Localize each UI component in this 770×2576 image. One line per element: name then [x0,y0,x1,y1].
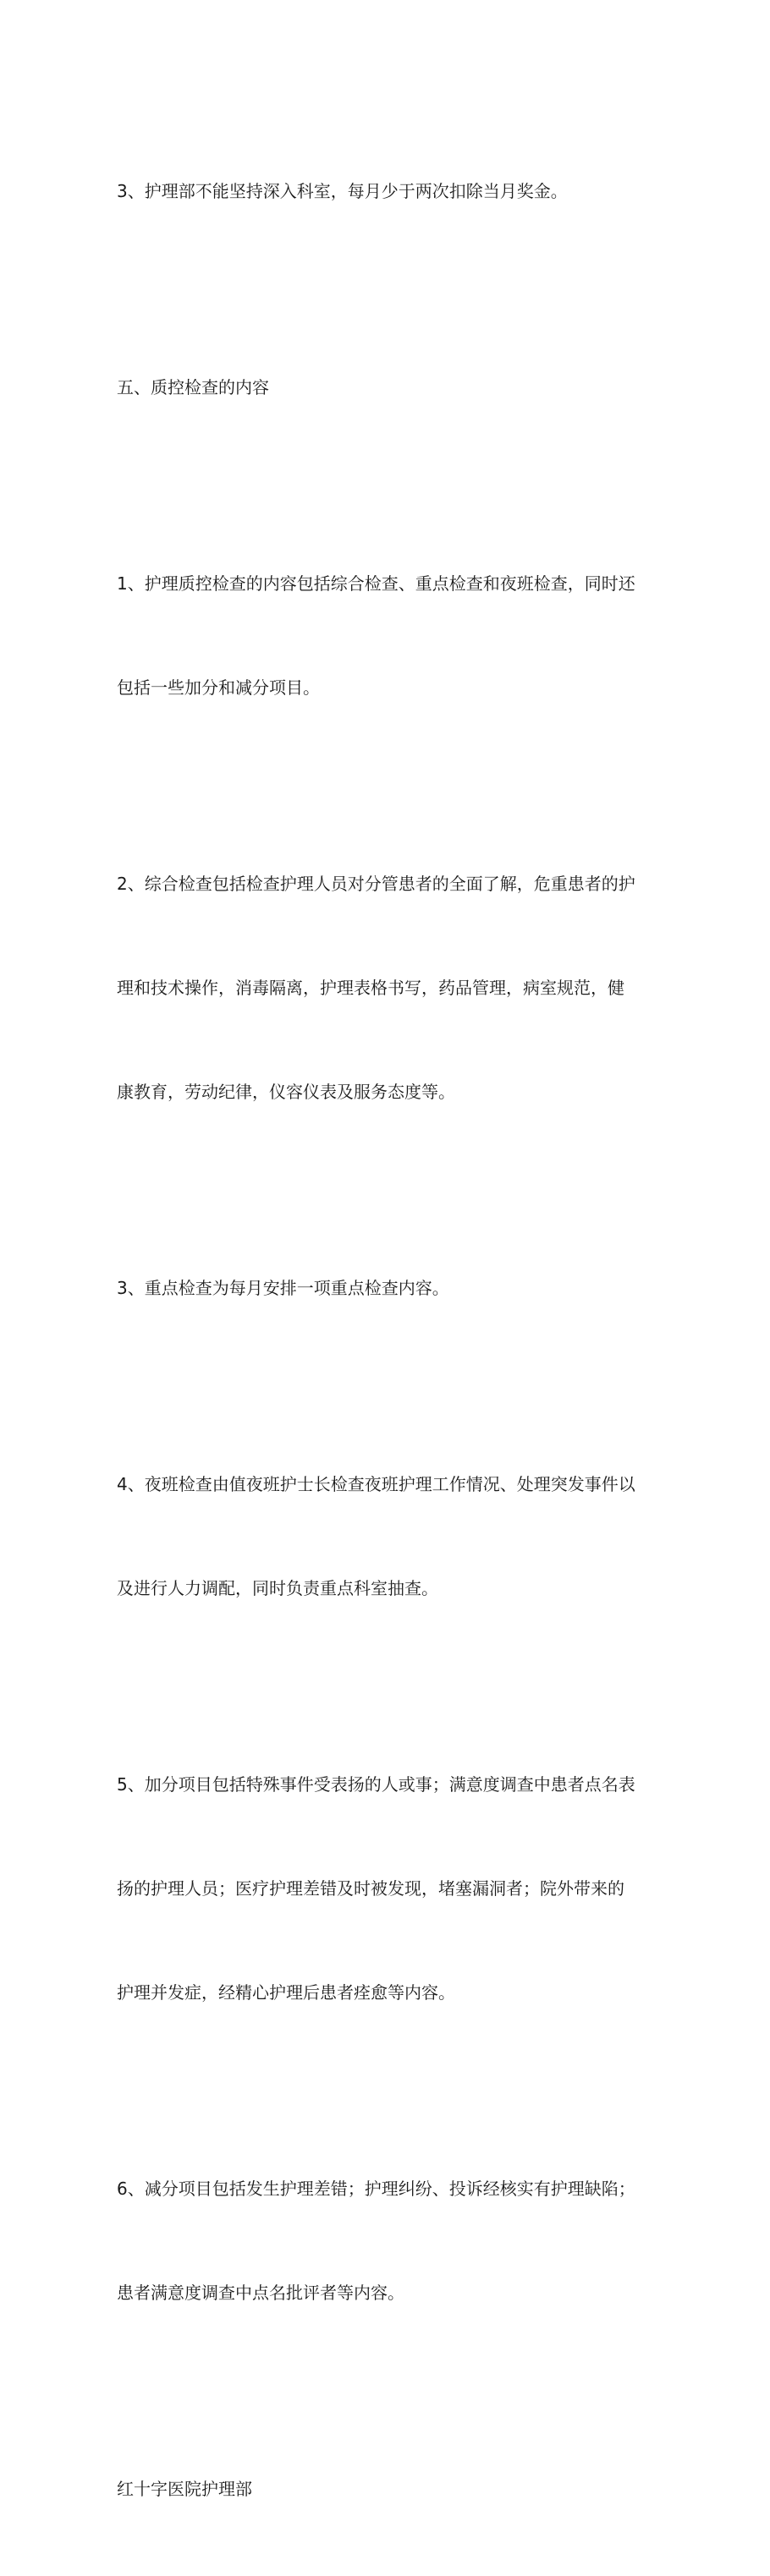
document-footer-department [117,2403,658,2576]
text-line: 红十字医院护理部 [117,2479,252,2499]
document-body [117,105,658,2576]
text-line: 理和技术操作，消毒隔离，护理表格书写，药品管理，病室规范，健 [117,978,624,998]
text-line: 3、护理部不能坚持深入科室，每月少于两次扣除当月奖金。 [117,181,568,201]
section-heading [117,301,658,474]
text-line: 包括一些加分和减分项目。 [117,677,320,698]
text-line: 护理并发症，经精心护理后患者痊愈等内容。 [117,1982,455,2003]
paragraph-item-2 [117,797,658,1179]
paragraph-item-6 [117,2102,658,2380]
text-line: 康教育，劳动纪律，仪容仪表及服务态度等。 [117,1082,455,1102]
text-line: 5、加分项目包括特殊事件受表扬的人或事；满意度调查中患者点名表 [117,1774,635,1795]
text-line: 6、减分项目包括发生护理差错；护理纠纷、投诉经核实有护理缺陷； [117,2179,635,2199]
text-line: 五、质控检查的内容 [117,377,269,397]
text-line: 2、综合检查包括检查护理人员对分管患者的全面了解，危重患者的护 [117,874,635,894]
text-line: 4、夜班检查由值夜班护士长检查夜班护理工作情况、处理突发事件以 [117,1474,635,1494]
paragraph-item-3 [117,1202,658,1375]
paragraph-deduction-rule [117,105,658,278]
paragraph-item-4 [117,1398,658,1675]
text-line: 3、重点检查为每月安排一项重点检查内容。 [117,1278,449,1298]
text-line: 及进行人力调配，同时负责重点科室抽查。 [117,1578,438,1598]
paragraph-item-5 [117,1698,658,2080]
text-line: 扬的护理人员；医疗护理差错及时被发现，堵塞漏洞者；院外带来的 [117,1878,624,1899]
paragraph-item-1 [117,497,658,775]
text-line: 患者满意度调查中点名批评者等内容。 [117,2283,404,2303]
text-line: 1、护理质控检查的内容包括综合检查、重点检查和夜班检查，同时还 [117,573,635,594]
